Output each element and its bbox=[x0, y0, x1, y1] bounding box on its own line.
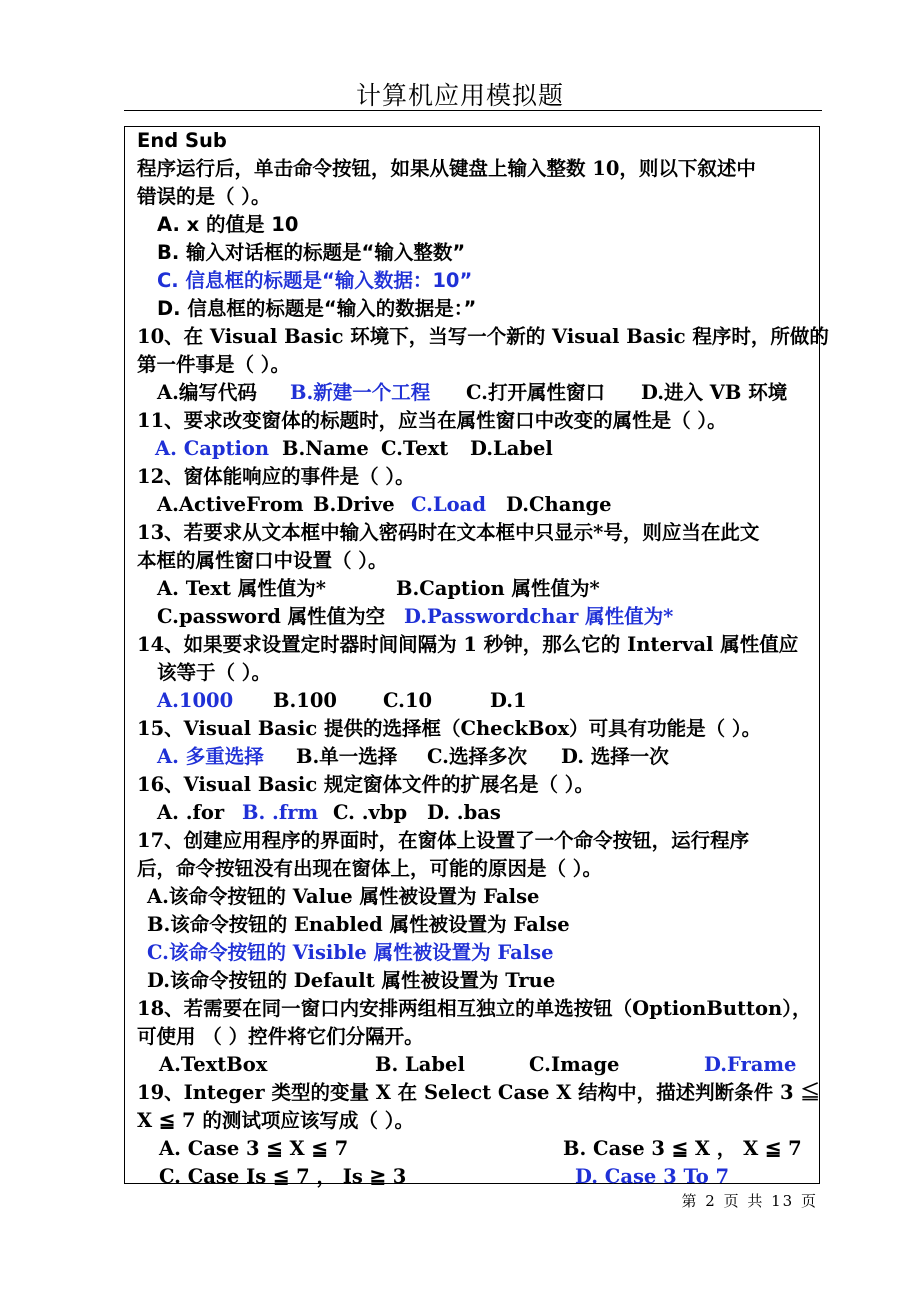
question-content-box bbox=[124, 126, 829, 1188]
q14-option-a-answer: A.1000 bbox=[157, 689, 234, 712]
q16-stem: 16、Visual Basic 规定窗体文件的扩展名是（ ）。 bbox=[137, 773, 595, 796]
q11-option-c: C.Text bbox=[381, 437, 449, 460]
q13-option-b: B.Caption 属性值为* bbox=[396, 577, 600, 600]
q10-options-row bbox=[157, 379, 817, 407]
q17-stem-line-1: 17、创建应用程序的界面时，在窗体上设置了一个命令按钮，运行程序 bbox=[137, 829, 750, 852]
q19-stem-line-1: 19、Integer 类型的变量 X 在 Select Case X 结构中，描述判断条件 3 ≦ bbox=[137, 1081, 820, 1104]
q19-options-row-2 bbox=[159, 1163, 817, 1191]
q10-stem-line-2: 第一件事是（ ）。 bbox=[137, 353, 291, 376]
q9-option-a: A. x 的值是 10 bbox=[157, 213, 299, 236]
q17-option-a: A.该命令按钮的 Value 属性被设置为 False bbox=[147, 885, 540, 908]
q17-option-d: D.该命令按钮的 Default 属性被设置为 True bbox=[147, 969, 556, 992]
q13-option-a: A. Text 属性值为* bbox=[157, 577, 327, 600]
q14-stem-line-1: 14、如果要求设置定时器时间间隔为 1 秒钟，那么它的 Interval 属性值应 bbox=[137, 633, 799, 656]
q11-option-a-answer: A. Caption bbox=[155, 437, 270, 460]
q9-stem-line-1: 程序运行后，单击命令按钮，如果从键盘上输入整数 10，则以下叙述中 bbox=[137, 157, 756, 180]
q15-options-row bbox=[157, 743, 817, 771]
q14-stem-line-2: 该等于（ ）。 bbox=[157, 661, 272, 684]
q18-options-row bbox=[159, 1051, 817, 1079]
q19-option-a: A. Case 3 ≦ X ≦ 7 bbox=[159, 1137, 349, 1160]
q9-option-b: B. 输入对话框的标题是“输入整数” bbox=[157, 241, 466, 264]
q13-options-row-2 bbox=[157, 603, 817, 631]
q13-option-c: C.password 属性值为空 bbox=[157, 605, 386, 628]
q18-option-d-answer: D.Frame bbox=[704, 1053, 797, 1076]
q12-stem: 12、窗体能响应的事件是（ ）。 bbox=[137, 465, 415, 488]
q13-stem-line-1: 13、若要求从文本框中输入密码时在文本框中只显示*号，则应当在此文 bbox=[137, 521, 760, 544]
q15-option-b: B.单一选择 bbox=[296, 745, 398, 768]
q11-option-b: B.Name bbox=[282, 437, 369, 460]
q16-options-row bbox=[157, 799, 817, 827]
q16-option-a: A. .for bbox=[157, 801, 225, 824]
q18-option-a: A.TextBox bbox=[159, 1053, 268, 1076]
q19-option-d-answer: D. Case 3 To 7 bbox=[575, 1165, 730, 1188]
q18-option-b: B. Label bbox=[375, 1053, 465, 1076]
q17-option-b: B.该命令按钮的 Enabled 属性被设置为 False bbox=[147, 913, 570, 936]
q12-option-d: D.Change bbox=[506, 493, 612, 516]
q14-option-b: B.100 bbox=[273, 689, 337, 712]
q18-stem-line-2: 可使用 （ ）控件将它们分隔开。 bbox=[137, 1025, 424, 1048]
q9-option-c-answer: C. 信息框的标题是“输入数据：10” bbox=[157, 269, 473, 292]
q10-option-d: D.进入 VB 环境 bbox=[641, 381, 788, 404]
q12-option-b: B.Drive bbox=[313, 493, 395, 516]
q10-stem-line-1: 10、在 Visual Basic 环境下，当写一个新的 Visual Basic 程序时，所做的 bbox=[137, 325, 829, 348]
q13-stem-line-2: 本框的属性窗口中设置（ ）。 bbox=[137, 549, 388, 572]
q15-option-a-answer: A. 多重选择 bbox=[157, 745, 264, 768]
q9-option-d: D. 信息框的标题是“输入的数据是：” bbox=[157, 297, 477, 320]
q16-option-b-answer: B. .frm bbox=[242, 801, 319, 824]
q14-option-c: C.10 bbox=[383, 689, 433, 712]
q16-option-d: D. .bas bbox=[427, 801, 501, 824]
q14-options-row bbox=[157, 687, 817, 715]
q11-stem: 11、要求改变窗体的标题时，应当在属性窗口中改变的属性是（ ）。 bbox=[137, 409, 727, 432]
code-end-sub-line: End Sub bbox=[137, 129, 227, 152]
q12-options-row bbox=[157, 491, 817, 519]
q19-stem-line-2: X ≦ 7 的测试项应该写成（ ）。 bbox=[137, 1109, 414, 1132]
q15-option-d: D. 选择一次 bbox=[561, 745, 669, 768]
page-header-title: 计算机应用模拟题 bbox=[355, 81, 564, 110]
q18-option-c: C.Image bbox=[529, 1053, 620, 1076]
q19-options-row-1 bbox=[159, 1135, 817, 1163]
q19-option-b: B. Case 3 ≦ X ， X ≦ 7 bbox=[563, 1137, 802, 1160]
q12-option-a: A.ActiveFrom bbox=[157, 493, 304, 516]
q16-option-c: C. .vbp bbox=[333, 801, 408, 824]
header-rule bbox=[124, 110, 822, 111]
q10-option-a: A.编写代码 bbox=[157, 381, 257, 404]
q19-option-c: C. Case Is ≦ 7 ， Is ≧ 3 bbox=[159, 1165, 407, 1188]
q15-stem: 15、Visual Basic 提供的选择框（CheckBox）可具有功能是（ ）。 bbox=[137, 717, 762, 740]
q10-option-c: C.打开属性窗口 bbox=[466, 381, 605, 404]
q17-option-c-answer: C.该命令按钮的 Visible 属性被设置为 False bbox=[147, 941, 554, 964]
q9-stem-line-2: 错误的是（ ）。 bbox=[137, 185, 271, 208]
q13-option-d-answer: D.Passwordchar 属性值为* bbox=[404, 605, 674, 628]
q14-option-d: D.1 bbox=[490, 689, 527, 712]
q18-stem-line-1: 18、若需要在同一窗口内安排两组相互独立的单选按钮（OptionButton）， bbox=[137, 997, 812, 1020]
q17-stem-line-2: 后，命令按钮没有出现在窗体上，可能的原因是（ ）。 bbox=[137, 857, 603, 880]
q12-option-c-answer: C.Load bbox=[411, 493, 486, 516]
q13-options-row-1 bbox=[157, 575, 817, 603]
q11-option-d: D.Label bbox=[470, 437, 553, 460]
q15-option-c: C.选择多次 bbox=[427, 745, 527, 768]
q10-option-b-answer: B.新建一个工程 bbox=[290, 381, 431, 404]
page-number-footer: 第 2 页 共 13 页 bbox=[681, 1192, 818, 1210]
q11-options-row bbox=[155, 435, 815, 463]
